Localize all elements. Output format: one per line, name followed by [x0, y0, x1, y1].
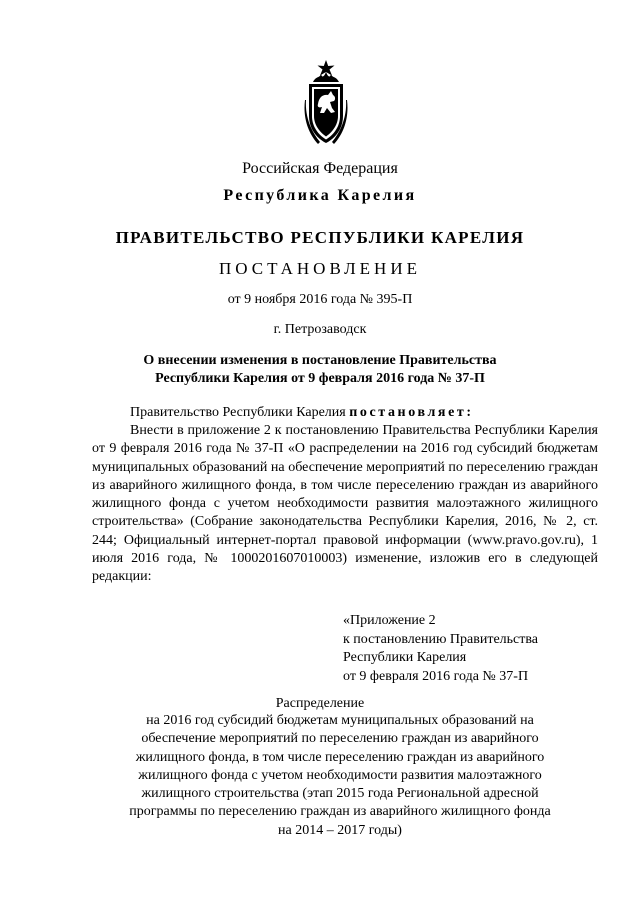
government-title: ПРАВИТЕЛЬСТВО РЕСПУБЛИКИ КАРЕЛИЯ [115, 228, 525, 247]
distribution-line: жилищного фонда, в том числе переселению граждан из аварийного [135, 749, 545, 765]
karelia-coat-of-arms-icon [304, 60, 348, 150]
distribution-title: Распределение [275, 696, 365, 711]
appendix-reference [343, 612, 538, 686]
intro-text: Правительство Республики Карелия [130, 405, 350, 420]
appendix-line: от 9 февраля 2016 года № 37-П [343, 668, 529, 684]
subject-line: О внесении изменения в постановление Правительства [143, 353, 497, 368]
document-date: от 9 ноября 2016 года № 395-П [227, 292, 413, 307]
document-type: ПОСТАНОВЛЕНИЕ [218, 259, 421, 278]
main-paragraph: Внести в приложение 2 к постановлению Правительства Республики Карелия от 9 февраля 2016 года № 37-П «О распределении на 2016 год субсидий бюджетам муниципальных образований на обеспечение мероприятий по переселению граждан из аварийного жилищного фонда, в том числе переселению граждан из аварийного жилищного фонда с учетом необходимости развития малоэтажного жилищного строительства» (Собрание законодательства Республики Карелия, 2016, № 2, ст. 244; Официальный интернет-портал правовой информации (www.pravo.gov.ru), 1 июля 2016 года, № 1000201607010003) изменение, изложив его в следующей редакции: [92, 423, 598, 585]
distribution-line: жилищного фонда с учетом необходимости развития малоэтажного [138, 767, 542, 783]
document-city: г. Петрозаводск [273, 322, 367, 337]
appendix-line: Республики Карелия [343, 650, 467, 665]
document-subject [0, 352, 640, 388]
distribution-description [100, 712, 580, 840]
subject-line: Республики Карелия от 9 февраля 2016 года № 37-П [155, 371, 485, 386]
appendix-line: к постановлению Правительства [343, 631, 539, 647]
republic-name: Республика Карелия [223, 187, 417, 204]
resolves-keyword: постановляет: [349, 405, 474, 420]
country-name: Российская Федерация [242, 160, 398, 177]
distribution-line: программы по переселению граждан из аварийного жилищного фонда [129, 804, 551, 820]
appendix-line: «Приложение 2 [343, 613, 436, 628]
distribution-line: жилищного строительства (этап 2015 года Региональной адресной [141, 786, 539, 802]
distribution-line: на 2014 – 2017 годы) [278, 822, 402, 838]
distribution-line: обеспечение мероприятий по переселению граждан из аварийного [141, 731, 539, 747]
intro-paragraph [92, 404, 598, 422]
distribution-line: на 2016 год субсидий бюджетам муниципальных образований на [146, 713, 534, 728]
